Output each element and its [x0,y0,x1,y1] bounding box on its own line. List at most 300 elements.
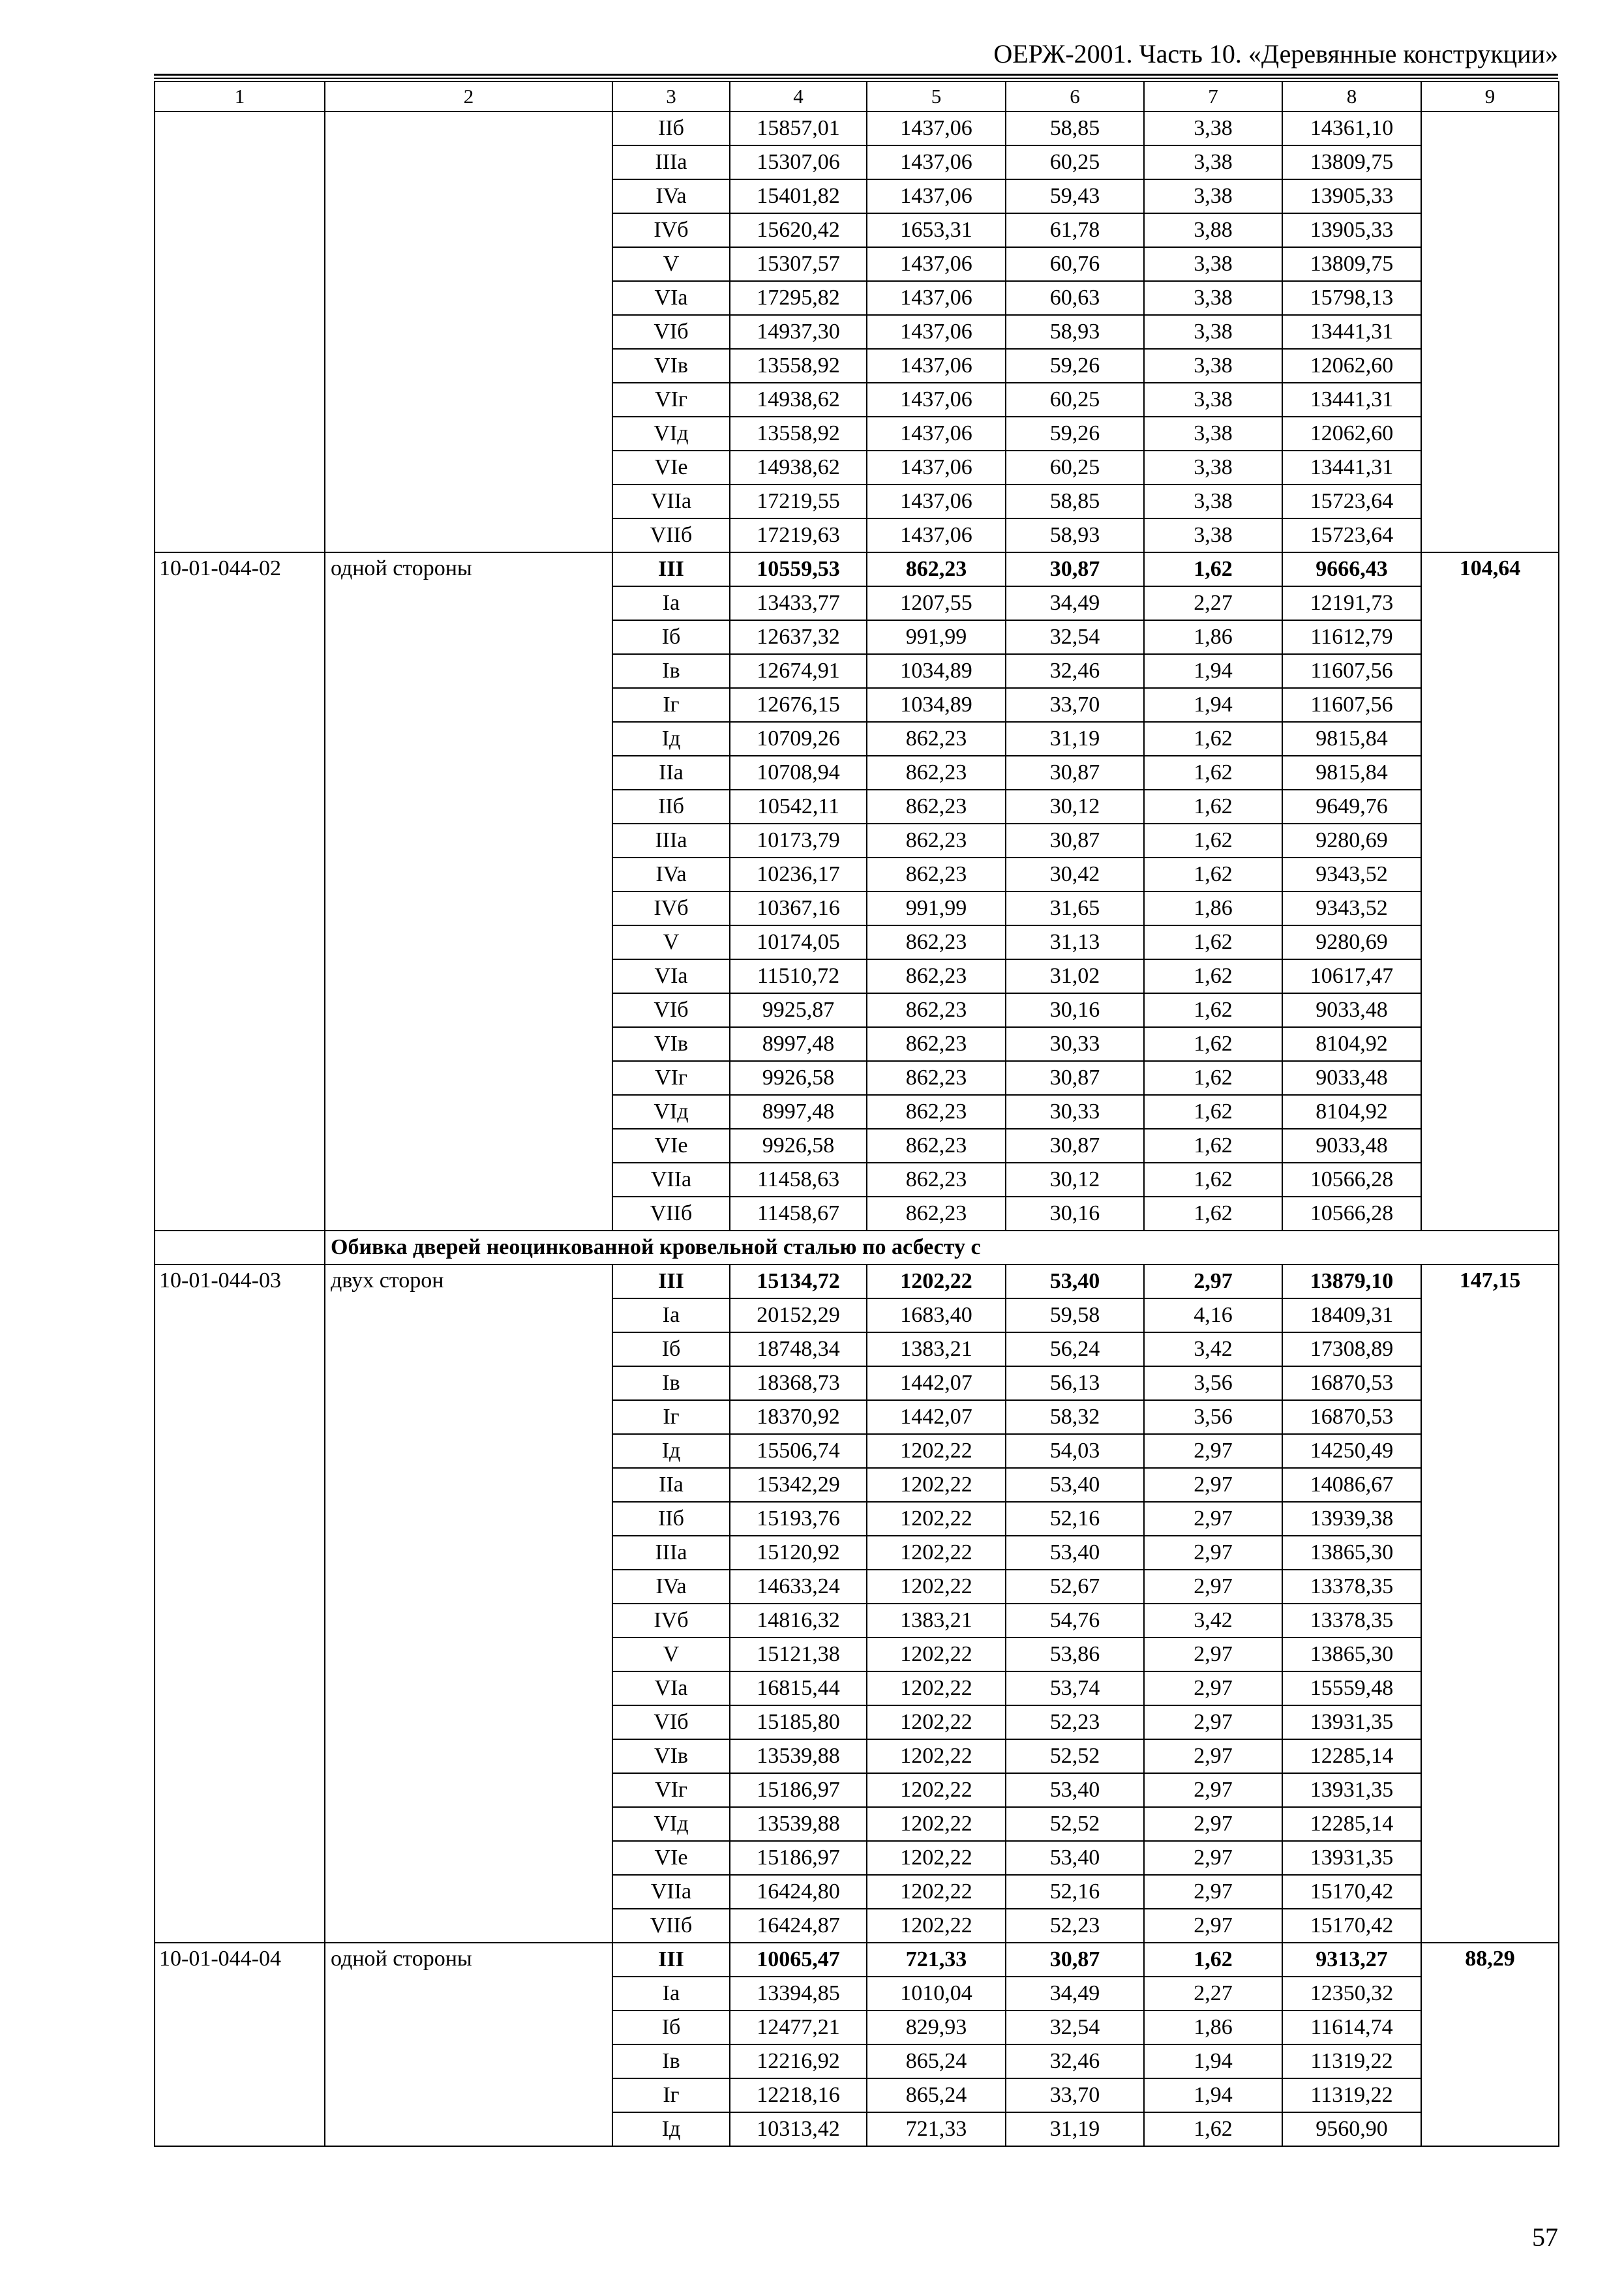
value-cell: 15121,38 [730,1638,867,1671]
value-cell: 9926,58 [730,1061,867,1095]
region-cell: IVa [612,179,730,213]
total-cell [1421,112,1559,552]
value-cell: 9560,90 [1282,2112,1421,2146]
value-cell: 10065,47 [730,1943,867,1977]
value-cell: 56,24 [1006,1332,1144,1366]
value-cell: 3,38 [1144,315,1282,349]
region-cell: V [612,925,730,959]
value-cell: 13931,35 [1282,1773,1421,1807]
value-cell: 11612,79 [1282,620,1421,654]
value-cell: 56,13 [1006,1366,1144,1400]
value-cell: 9033,48 [1282,1129,1421,1163]
region-cell: IIIa [612,1536,730,1570]
value-cell: 1202,22 [867,1570,1006,1604]
column-header: 6 [1006,82,1144,112]
region-cell: VIг [612,1061,730,1095]
value-cell: 11614,74 [1282,2011,1421,2044]
region-cell: III [612,1264,730,1298]
value-cell: 1437,06 [867,315,1006,349]
value-cell: 15170,42 [1282,1875,1421,1909]
value-cell: 10709,26 [730,722,867,756]
value-cell: 16424,87 [730,1909,867,1943]
value-cell: 15723,64 [1282,518,1421,552]
value-cell: 1,62 [1144,756,1282,790]
region-cell: IIa [612,1468,730,1502]
value-cell: 1,86 [1144,2011,1282,2044]
value-cell: 10173,79 [730,824,867,858]
value-cell: 862,23 [867,1027,1006,1061]
value-cell: 1,62 [1144,1197,1282,1231]
value-cell: 3,38 [1144,179,1282,213]
value-cell: 9666,43 [1282,552,1421,586]
rate-code: 10-01-044-04 [155,1943,325,2146]
table-row [155,552,1559,586]
value-cell: 1,62 [1144,1129,1282,1163]
region-cell: VIб [612,993,730,1027]
region-cell: VIIa [612,1875,730,1909]
value-cell: 53,40 [1006,1536,1144,1570]
value-cell: 2,97 [1144,1739,1282,1773]
value-cell: 15401,82 [730,179,867,213]
value-cell: 33,70 [1006,688,1144,722]
value-cell: 13879,10 [1282,1264,1421,1298]
value-cell: 1,94 [1144,688,1282,722]
value-cell: 13558,92 [730,349,867,383]
value-cell: 52,52 [1006,1807,1144,1841]
value-cell: 2,97 [1144,1638,1282,1671]
value-cell: 1437,06 [867,112,1006,145]
value-cell: 1202,22 [867,1434,1006,1468]
value-cell: 14086,67 [1282,1468,1421,1502]
value-cell: 30,33 [1006,1095,1144,1129]
value-cell: 30,87 [1006,552,1144,586]
value-cell: 15798,13 [1282,281,1421,315]
value-cell: 30,33 [1006,1027,1144,1061]
value-cell: 1,62 [1144,1943,1282,1977]
rate-code: 10-01-044-03 [155,1264,325,1943]
value-cell: 3,38 [1144,518,1282,552]
section-empty-cell [155,1231,325,1264]
value-cell: 862,23 [867,790,1006,824]
value-cell: 58,32 [1006,1400,1144,1434]
value-cell: 16424,80 [730,1875,867,1909]
value-cell: 14816,32 [730,1604,867,1638]
total-cell: 147,15 [1421,1264,1559,1943]
value-cell: 1,62 [1144,2112,1282,2146]
value-cell: 12477,21 [730,2011,867,2044]
region-cell: VIб [612,1705,730,1739]
region-cell: IIб [612,1502,730,1536]
value-cell: 9280,69 [1282,824,1421,858]
value-cell: 1034,89 [867,654,1006,688]
value-cell: 12674,91 [730,654,867,688]
rate-code [155,112,325,552]
value-cell: 1202,22 [867,1638,1006,1671]
value-cell: 9926,58 [730,1129,867,1163]
value-cell: 15723,64 [1282,485,1421,518]
value-cell: 9925,87 [730,993,867,1027]
value-cell: 13865,30 [1282,1638,1421,1671]
value-cell: 829,93 [867,2011,1006,2044]
value-cell: 1,62 [1144,1061,1282,1095]
value-cell: 52,16 [1006,1875,1144,1909]
region-cell: Iб [612,1332,730,1366]
value-cell: 862,23 [867,925,1006,959]
value-cell: 8997,48 [730,1095,867,1129]
value-cell: 59,43 [1006,179,1144,213]
value-cell: 13433,77 [730,586,867,620]
value-cell: 30,12 [1006,790,1144,824]
value-cell: 10313,42 [730,2112,867,2146]
region-cell: IVб [612,891,730,925]
value-cell: 58,93 [1006,518,1144,552]
value-cell: 865,24 [867,2044,1006,2078]
value-cell: 9280,69 [1282,925,1421,959]
value-cell: 862,23 [867,993,1006,1027]
value-cell: 1202,22 [867,1264,1006,1298]
value-cell: 34,49 [1006,1977,1144,2011]
value-cell: 12062,60 [1282,349,1421,383]
value-cell: 1202,22 [867,1502,1006,1536]
value-cell: 1437,06 [867,349,1006,383]
value-cell: 1,62 [1144,1095,1282,1129]
value-cell: 53,40 [1006,1468,1144,1502]
value-cell: 59,58 [1006,1298,1144,1332]
value-cell: 1202,22 [867,1536,1006,1570]
value-cell: 30,87 [1006,1943,1144,1977]
value-cell: 2,97 [1144,1807,1282,1841]
value-cell: 1653,31 [867,213,1006,247]
table-row [155,1943,1559,1977]
value-cell: 3,38 [1144,485,1282,518]
region-cell: IIб [612,790,730,824]
value-cell: 61,78 [1006,213,1144,247]
value-cell: 1202,22 [867,1875,1006,1909]
value-cell: 16815,44 [730,1671,867,1705]
value-cell: 58,85 [1006,485,1144,518]
value-cell: 17295,82 [730,281,867,315]
value-cell: 2,97 [1144,1570,1282,1604]
region-cell: VIг [612,383,730,417]
region-cell: VIa [612,281,730,315]
value-cell: 1202,22 [867,1468,1006,1502]
value-cell: 13809,75 [1282,145,1421,179]
value-cell: 13441,31 [1282,451,1421,485]
value-cell: 20152,29 [730,1298,867,1332]
value-cell: 52,23 [1006,1705,1144,1739]
region-cell: VIв [612,1739,730,1773]
region-cell: VIд [612,1807,730,1841]
value-cell: 1437,06 [867,179,1006,213]
region-cell: IVб [612,1604,730,1638]
value-cell: 1383,21 [867,1604,1006,1638]
value-cell: 1,86 [1144,891,1282,925]
column-header: 4 [730,82,867,112]
value-cell: 3,88 [1144,213,1282,247]
value-cell: 2,97 [1144,1875,1282,1909]
value-cell: 1,62 [1144,1027,1282,1061]
value-cell: 8104,92 [1282,1095,1421,1129]
rate-name [325,112,612,552]
rate-name: одной стороны [325,552,612,1231]
region-cell: VIa [612,959,730,993]
value-cell: 15857,01 [730,112,867,145]
section-title: Обивка дверей неоцинкованной кровельной сталью по асбесту с [325,1231,1559,1264]
column-header: 3 [612,82,730,112]
value-cell: 3,38 [1144,112,1282,145]
value-cell: 14633,24 [730,1570,867,1604]
value-cell: 15170,42 [1282,1909,1421,1943]
value-cell: 30,16 [1006,993,1144,1027]
value-cell: 3,42 [1144,1332,1282,1366]
value-cell: 1442,07 [867,1366,1006,1400]
value-cell: 1,62 [1144,552,1282,586]
value-cell: 1,62 [1144,959,1282,993]
value-cell: 13558,92 [730,417,867,451]
value-cell: 9649,76 [1282,790,1421,824]
value-cell: 13394,85 [730,1977,867,2011]
value-cell: 31,13 [1006,925,1144,959]
value-cell: 33,70 [1006,2078,1144,2112]
value-cell: 1,62 [1144,925,1282,959]
value-cell: 12676,15 [730,688,867,722]
rate-name: одной стороны [325,1943,612,2146]
value-cell: 1,62 [1144,790,1282,824]
value-cell: 11458,67 [730,1197,867,1231]
value-cell: 12637,32 [730,620,867,654]
value-cell: 12350,32 [1282,1977,1421,2011]
value-cell: 13865,30 [1282,1536,1421,1570]
value-cell: 9033,48 [1282,993,1421,1027]
value-cell: 52,16 [1006,1502,1144,1536]
table-row [155,1264,1559,1298]
value-cell: 865,24 [867,2078,1006,2112]
value-cell: 15134,72 [730,1264,867,1298]
value-cell: 10542,11 [730,790,867,824]
value-cell: 2,97 [1144,1468,1282,1502]
region-cell: III [612,552,730,586]
total-cell: 104,64 [1421,552,1559,1231]
region-cell: IIa [612,756,730,790]
header-rule [154,78,1558,79]
region-cell: Ia [612,586,730,620]
value-cell: 2,97 [1144,1502,1282,1536]
value-cell: 31,02 [1006,959,1144,993]
value-cell: 13378,35 [1282,1604,1421,1638]
value-cell: 15193,76 [730,1502,867,1536]
value-cell: 721,33 [867,2112,1006,2146]
value-cell: 862,23 [867,1197,1006,1231]
region-cell: Iд [612,2112,730,2146]
value-cell: 31,19 [1006,2112,1144,2146]
value-cell: 10708,94 [730,756,867,790]
value-cell: 1034,89 [867,688,1006,722]
value-cell: 15186,97 [730,1841,867,1875]
region-cell: VIв [612,349,730,383]
value-cell: 9815,84 [1282,756,1421,790]
value-cell: 1437,06 [867,383,1006,417]
value-cell: 1437,06 [867,451,1006,485]
value-cell: 1,62 [1144,993,1282,1027]
value-cell: 1383,21 [867,1332,1006,1366]
value-cell: 12285,14 [1282,1807,1421,1841]
region-cell: Iв [612,654,730,688]
value-cell: 1,94 [1144,2044,1282,2078]
value-cell: 2,97 [1144,1909,1282,1943]
section-row [155,1231,1559,1264]
value-cell: 3,38 [1144,281,1282,315]
value-cell: 15559,48 [1282,1671,1421,1705]
value-cell: 1,62 [1144,1163,1282,1197]
value-cell: 13931,35 [1282,1705,1421,1739]
region-cell: III [612,1943,730,1977]
value-cell: 862,23 [867,1095,1006,1129]
value-cell: 11607,56 [1282,654,1421,688]
value-cell: 11319,22 [1282,2078,1421,2112]
region-cell: Iб [612,620,730,654]
value-cell: 1202,22 [867,1773,1006,1807]
region-cell: Ia [612,1298,730,1332]
value-cell: 58,85 [1006,112,1144,145]
value-cell: 2,97 [1144,1841,1282,1875]
value-cell: 862,23 [867,959,1006,993]
value-cell: 53,40 [1006,1841,1144,1875]
column-header: 2 [325,82,612,112]
value-cell: 13905,33 [1282,179,1421,213]
value-cell: 1,86 [1144,620,1282,654]
value-cell: 15120,92 [730,1536,867,1570]
value-cell: 32,54 [1006,620,1144,654]
value-cell: 862,23 [867,824,1006,858]
rate-name: двух сторон [325,1264,612,1943]
region-cell: VIд [612,417,730,451]
value-cell: 18370,92 [730,1400,867,1434]
value-cell: 9033,48 [1282,1061,1421,1095]
region-cell: Iг [612,2078,730,2112]
value-cell: 60,25 [1006,451,1144,485]
value-cell: 11607,56 [1282,688,1421,722]
region-cell: VIa [612,1671,730,1705]
region-cell: VIв [612,1027,730,1061]
value-cell: 13539,88 [730,1739,867,1773]
region-cell: IVб [612,213,730,247]
value-cell: 1,94 [1144,2078,1282,2112]
value-cell: 12062,60 [1282,417,1421,451]
region-cell: VIIa [612,485,730,518]
value-cell: 11458,63 [730,1163,867,1197]
value-cell: 3,42 [1144,1604,1282,1638]
column-header: 7 [1144,82,1282,112]
value-cell: 17219,55 [730,485,867,518]
value-cell: 1437,06 [867,485,1006,518]
value-cell: 58,93 [1006,315,1144,349]
value-cell: 1,62 [1144,722,1282,756]
value-cell: 14938,62 [730,383,867,417]
value-cell: 52,67 [1006,1570,1144,1604]
value-cell: 16870,53 [1282,1366,1421,1400]
region-cell: Iд [612,722,730,756]
column-header: 1 [155,82,325,112]
value-cell: 17308,89 [1282,1332,1421,1366]
value-cell: 60,25 [1006,145,1144,179]
value-cell: 1202,22 [867,1909,1006,1943]
value-cell: 1437,06 [867,281,1006,315]
value-cell: 52,23 [1006,1909,1144,1943]
value-cell: 54,03 [1006,1434,1144,1468]
value-cell: 3,38 [1144,349,1282,383]
value-cell: 1202,22 [867,1841,1006,1875]
rate-code: 10-01-044-02 [155,552,325,1231]
value-cell: 60,76 [1006,247,1144,281]
value-cell: 1,62 [1144,824,1282,858]
value-cell: 10367,16 [730,891,867,925]
value-cell: 54,76 [1006,1604,1144,1638]
value-cell: 18409,31 [1282,1298,1421,1332]
value-cell: 2,97 [1144,1434,1282,1468]
value-cell: 12218,16 [730,2078,867,2112]
value-cell: 1,94 [1144,654,1282,688]
value-cell: 59,26 [1006,417,1144,451]
region-cell: Iг [612,1400,730,1434]
rates-table [154,81,1559,2147]
value-cell: 32,46 [1006,2044,1144,2078]
value-cell: 1202,22 [867,1671,1006,1705]
value-cell: 3,38 [1144,247,1282,281]
value-cell: 3,38 [1144,383,1282,417]
value-cell: 34,49 [1006,586,1144,620]
value-cell: 862,23 [867,1129,1006,1163]
value-cell: 862,23 [867,722,1006,756]
value-cell: 30,87 [1006,1129,1144,1163]
value-cell: 991,99 [867,891,1006,925]
region-cell: VIIб [612,1909,730,1943]
value-cell: 2,97 [1144,1705,1282,1739]
value-cell: 13939,38 [1282,1502,1421,1536]
value-cell: 862,23 [867,858,1006,891]
value-cell: 13809,75 [1282,247,1421,281]
column-header: 9 [1421,82,1559,112]
value-cell: 10566,28 [1282,1197,1421,1231]
value-cell: 53,74 [1006,1671,1144,1705]
region-cell: Iв [612,2044,730,2078]
value-cell: 2,27 [1144,1977,1282,2011]
value-cell: 11510,72 [730,959,867,993]
value-cell: 1442,07 [867,1400,1006,1434]
value-cell: 30,42 [1006,858,1144,891]
column-header: 8 [1282,82,1421,112]
value-cell: 2,97 [1144,1773,1282,1807]
value-cell: 4,16 [1144,1298,1282,1332]
region-cell: IVa [612,858,730,891]
region-cell: IIб [612,112,730,145]
value-cell: 31,65 [1006,891,1144,925]
column-number-row [155,82,1559,112]
region-cell: V [612,247,730,281]
value-cell: 9815,84 [1282,722,1421,756]
value-cell: 1437,06 [867,417,1006,451]
value-cell: 53,40 [1006,1773,1144,1807]
value-cell: 13931,35 [1282,1841,1421,1875]
page-number: 57 [1532,2222,1558,2252]
value-cell: 2,97 [1144,1264,1282,1298]
region-cell: Iб [612,2011,730,2044]
value-cell: 9313,27 [1282,1943,1421,1977]
value-cell: 14361,10 [1282,112,1421,145]
value-cell: 13378,35 [1282,1570,1421,1604]
value-cell: 2,27 [1144,586,1282,620]
total-cell: 88,29 [1421,1943,1559,2146]
value-cell: 14938,62 [730,451,867,485]
